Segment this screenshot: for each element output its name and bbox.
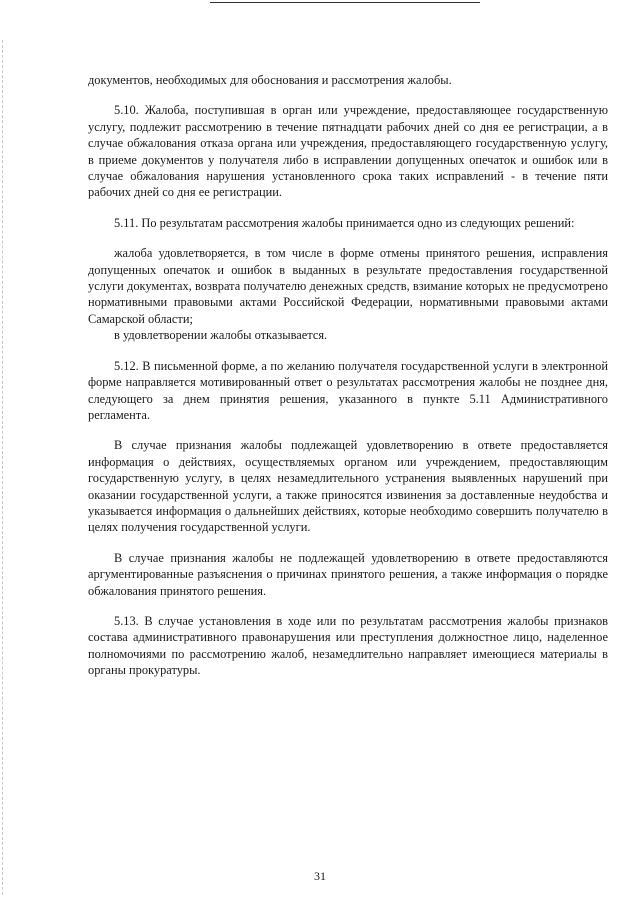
- top-rule: [210, 2, 480, 3]
- paragraph-refused-case: В случае признания жалобы не подлежащей удовлетворению в ответе предоставляются аргументированные разъяснения о причинах принятого решения, а также информация о порядке обжалования принятого решения.: [88, 550, 608, 598]
- paragraph-5-12: 5.12. В письменной форме, а по желанию получателя государственной услуги в электронной форме направляется мотивированный ответ о результатах рассмотрения жалобы не позднее дня, следующего за днем принятия решения, указанного в пункте 5.11 Административного регламента.: [88, 358, 608, 422]
- paragraph-5-10: 5.10. Жалоба, поступившая в орган или учреждение, предоставляющее государственную услугу, подлежит рассмотрению в течение пятнадцати рабочих дней со дня ее регистрации, а в случае обжалования отказа органа или учреждения, предоставляющего государственную услугу, в приеме документов у получателя либо в исправлении допущенных опечаток и ошибок или в случае обжалования нарушения установленного срока таких исправлений - в течение пяти рабочих дней со дня ее регистрации.: [88, 103, 608, 200]
- paragraph-5-11: 5.11. По результатам рассмотрения жалобы принимается одно из следующих решений:: [114, 215, 575, 230]
- paragraph-continuation: документов, необходимых для обоснования и рассмотрения жалобы.: [88, 73, 452, 87]
- paragraph-satisfied-case: В случае признания жалобы подлежащей удовлетворению в ответе предоставляется информация о действиях, осуществляемых органом или учреждением, предоставляющим государственную услугу, в целях незамедлительного устранения выявленных нарушений при оказании государственной услуги, а также приносятся извинения за доставленные неудобства и указывается информация о дальнейших действиях, которые необходимо совершить получателю в целях получения государственной услуги.: [88, 438, 608, 535]
- decision-option-satisfy: жалоба удовлетворяется, в том числе в форме отмены принятого решения, исправления допущенных опечаток и ошибок в выданных в результате предоставления государственной услуги документах, возврата получателю денежных средств, взимание которых не предусмотрено нормативными правовыми актами Российской Федерации, нормативными правовыми актами Самарской области;: [88, 246, 608, 326]
- document-body: [88, 72, 608, 679]
- paragraph-5-13: 5.13. В случае установления в ходе или по результатам рассмотрения жалобы признаков состава административного правонарушения или преступления должностное лицо, наделенное полномочиями по рассмотрению жалоб, незамедлительно направляет имеющиеся материалы в органы прокуратуры.: [88, 613, 608, 678]
- scan-edge: [2, 40, 3, 895]
- decision-option-refuse: в удовлетворении жалобы отказывается.: [114, 328, 328, 343]
- page-number: 31: [314, 869, 326, 883]
